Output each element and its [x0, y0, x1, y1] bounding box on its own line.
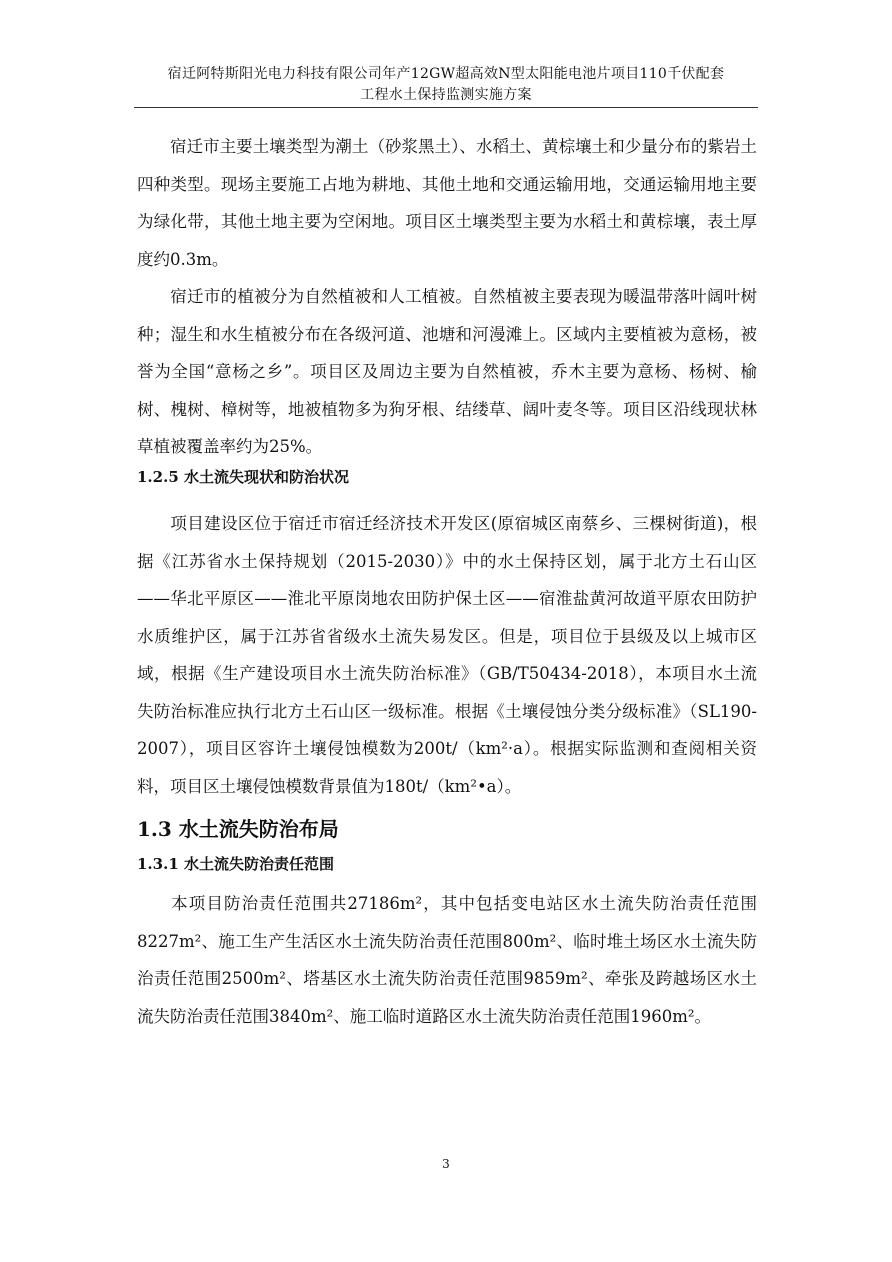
section-heading-1-2-5: 1.2.5 水土流失现状和防治状况 [137, 468, 349, 486]
paragraph-vegetation-text: 宿迁市的植被分为自然植被和人工植被。自然植被主要表现为暖温带落叶阔叶树种；湿生和水生植被分布在各级河道、池塘和河漫滩上。区域内主要植被为意杨，被誉为全国“意杨之乡”。项目区及周边主要为自然植被，乔木主要为意杨、杨树、榆树、槐树、樟树等，地被植物多为狗牙根、结缕草、阔叶麦冬等。项目区沿线现状林草植被覆盖率约为25%。 [137, 287, 757, 456]
section-heading-1-3: 1.3 水土流失防治布局 [137, 817, 339, 841]
paragraph-vegetation [137, 278, 757, 466]
header-line-1: 宿迁阿特斯阳光电力科技有限公司年产12GW超高效N型太阳能电池片项目110千伏配套 [167, 66, 725, 82]
header-line-2: 工程水土保持监测实施方案 [360, 87, 532, 103]
paragraph-erosion-status [137, 505, 757, 805]
section-heading-1-3-1: 1.3.1 水土流失防治责任范围 [137, 855, 334, 873]
running-header [134, 64, 758, 106]
paragraph-responsibility-scope [137, 885, 757, 1035]
header-divider [134, 107, 758, 108]
paragraph-soil-types-text: 宿迁市主要土壤类型为潮土（砂浆黑土）、水稻土、黄棕壤土和少量分布的紫岩土四种类型。现场主要施工占地为耕地、其他土地和交通运输用地，交通运输用地主要为绿化带，其他土地主要为空闲地。项目区土壤类型主要为水稻土和黄棕壤，表土厚度约0.3m。 [137, 137, 757, 269]
paragraph-soil-types [137, 128, 757, 278]
paragraph-erosion-status-text: 项目建设区位于宿迁市宿迁经济技术开发区(原宿城区南蔡乡、三棵树街道)，根据《江苏省水土保持规划（2015-2030）》中的水土保持区划，属于北方土石山区——华北平原区——淮北平原岗地农田防护保土区——宿淮盐黄河故道平原农田防护水质维护区，属于江苏省省级水土流失易发区。但是，项目位于县级及以上城市区域，根据《生产建设项目水土流失防治标准》（GB/T50434-2018），本项目水土流失防治标准应执行北方土石山区一级标准。根据《土壤侵蚀分类分级标准》（SL190-2007），项目区容许土壤侵蚀模数为200t/（km²·a）。根据实际监测和查阅相关资料，项目区土壤侵蚀模数背景值为180t/（km²•a）。 [137, 514, 757, 796]
page-number: 3 [442, 1157, 450, 1171]
paragraph-responsibility-scope-text: 本项目防治责任范围共27186m²，其中包括变电站区水土流失防治责任范围8227m²、施工生产生活区水土流失防治责任范围800m²、临时堆土场区水土流失防治责任范围2500m²、塔基区水土流失防治责任范围9859m²、牵张及跨越场区水土流失防治责任范围3840m²、施工临时道路区水土流失防治责任范围1960m²。 [137, 894, 757, 1026]
